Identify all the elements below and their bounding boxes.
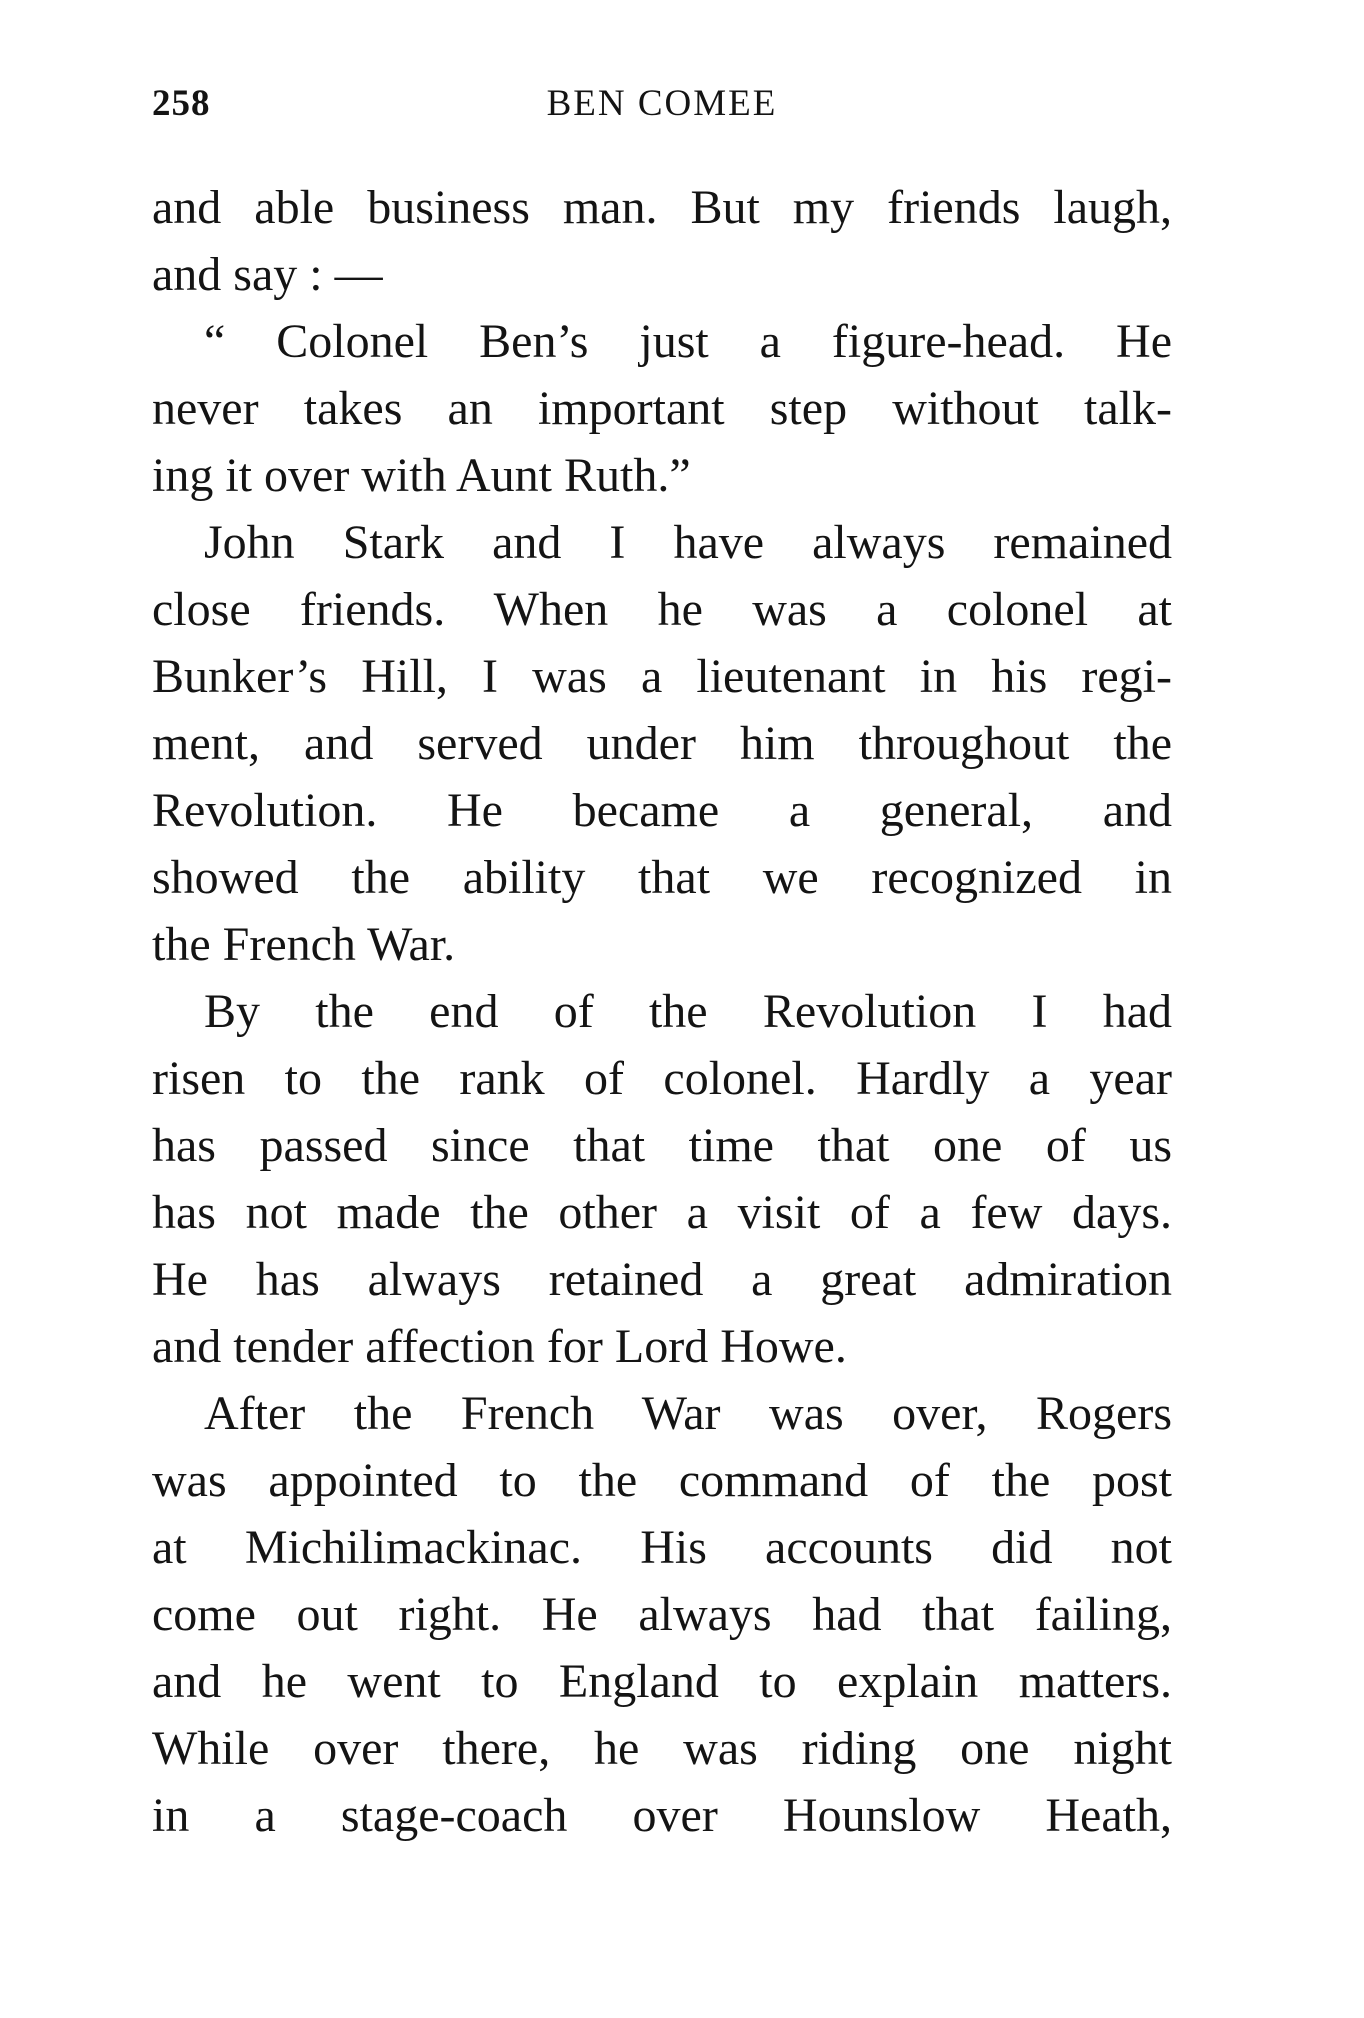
text-line: in a stage-coach over Hounslow Heath, (152, 1789, 1172, 1842)
text-line: was appointed to the command of the post (152, 1454, 1172, 1507)
text-line: By the end of the Revolution I had (204, 985, 1172, 1038)
text-line: the French War. (152, 918, 456, 971)
text-line: showed the ability that we recognized in (152, 851, 1172, 904)
text-line: ing it over with Aunt Ruth.” (152, 449, 691, 502)
page-number: 258 (152, 83, 211, 124)
text-line: close friends. When he was a colonel at (152, 583, 1172, 636)
text-line: at Michilimackinac. His accounts did not (152, 1521, 1172, 1574)
running-title: BEN COMEE (546, 83, 778, 124)
text-line: John Stark and I have always remained (204, 516, 1172, 569)
text-line: After the French War was over, Rogers (204, 1387, 1172, 1440)
text-line: and say : — (152, 248, 383, 301)
text-line: “ Colonel Ben’s just a figure-head. He (204, 315, 1172, 368)
text-line: While over there, he was riding one night (152, 1722, 1172, 1775)
text-line: never takes an important step without talk- (152, 382, 1172, 435)
text-line: and he went to England to explain matters. (152, 1655, 1172, 1708)
text-line: He has always retained a great admiration (152, 1253, 1172, 1306)
body-text (152, 174, 1172, 1849)
text-line: ment, and served under him throughout the (152, 717, 1172, 770)
text-line: has not made the other a visit of a few days. (152, 1186, 1172, 1239)
text-line: and tender affection for Lord Howe. (152, 1320, 847, 1373)
page-header (152, 82, 1172, 130)
text-line: Revolution. He became a general, and (152, 784, 1172, 837)
text-line: Bunker’s Hill, I was a lieutenant in his regi- (152, 650, 1172, 703)
text-line: and able business man. But my friends laugh, (152, 181, 1172, 234)
text-line: come out right. He always had that failing, (152, 1588, 1172, 1641)
text-line: risen to the rank of colonel. Hardly a year (152, 1052, 1172, 1105)
text-line: has passed since that time that one of us (152, 1119, 1172, 1172)
